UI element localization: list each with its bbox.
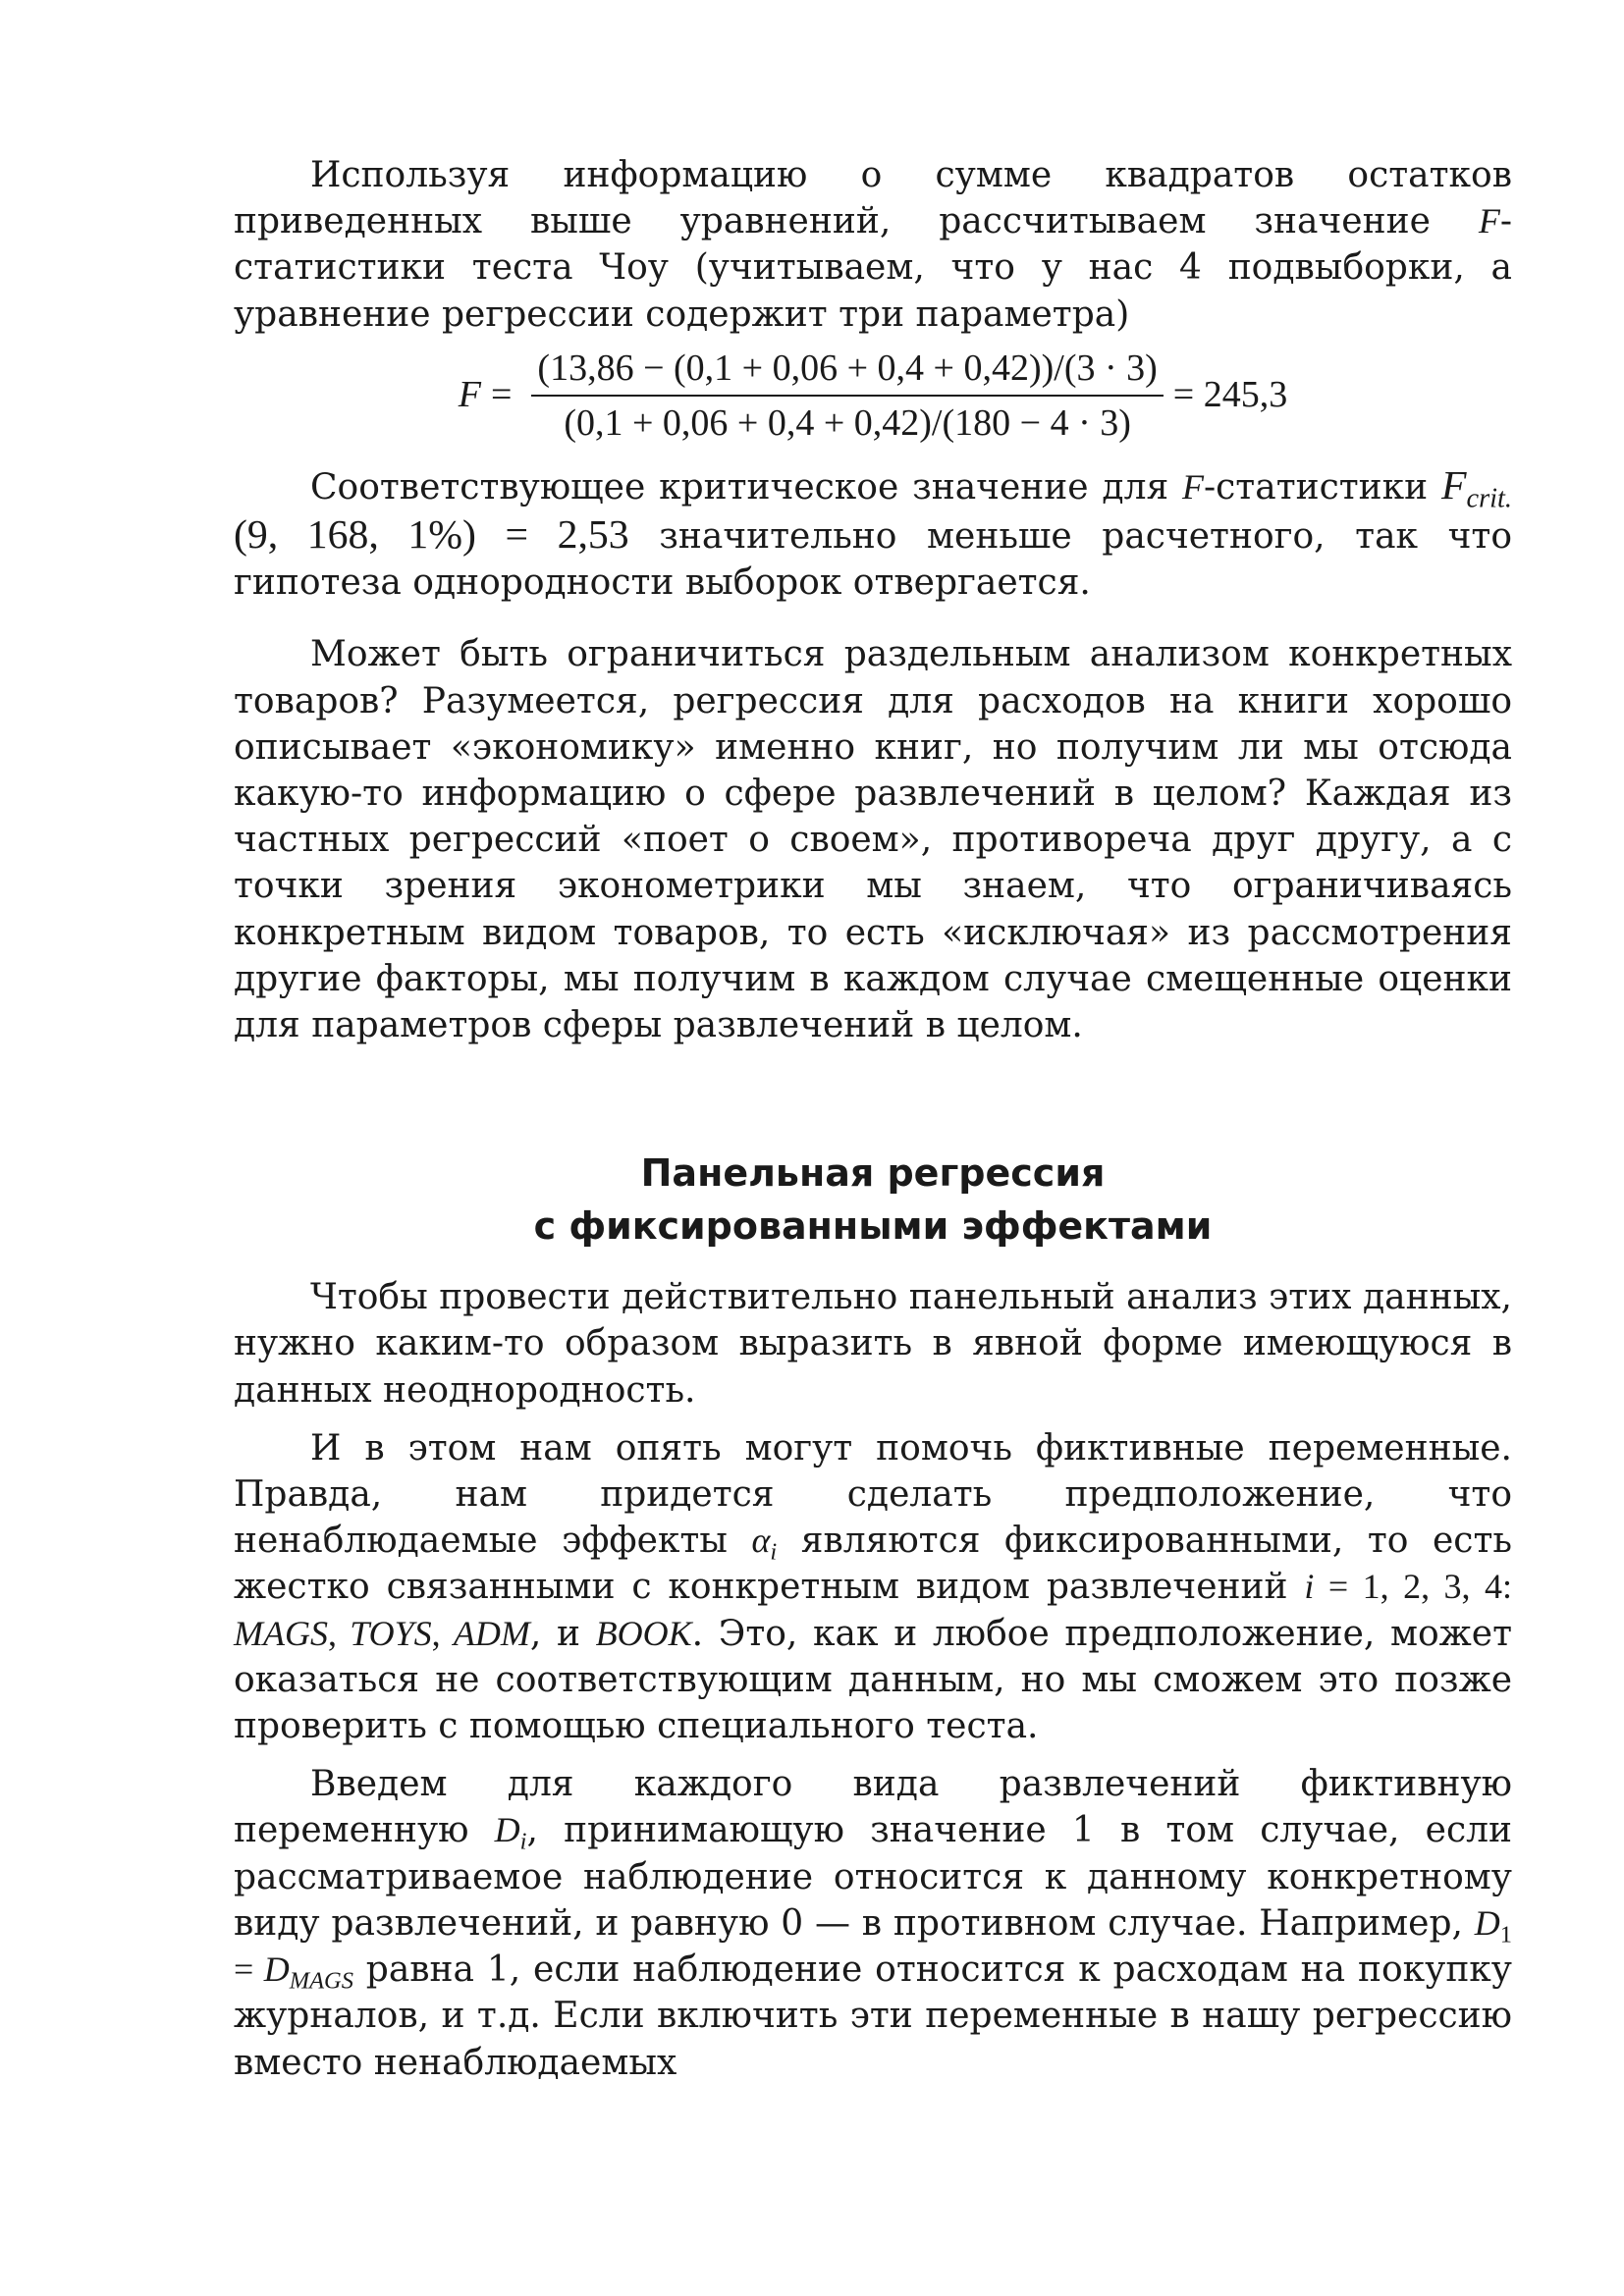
- colon: :: [1501, 1567, 1512, 1607]
- text: значительно меньше расчетного, так что гипотеза однородности выборок отвергается.: [234, 516, 1512, 604]
- var-toys: TOYS: [350, 1613, 432, 1653]
- text: , принимающую значение 1 в том случае, если рассматриваемое наблюдение относится к данному конкретному виду развлечений, и равную 0 — в противном случае. Например,: [234, 1810, 1512, 1944]
- paragraph-dummy-variables: [234, 1425, 1512, 1749]
- section-heading-line1: Панельная регрессия: [640, 1151, 1106, 1196]
- fcrit-subscript: crit.: [1466, 483, 1513, 514]
- alpha-subscript: i: [770, 1538, 778, 1566]
- var-mags: MAGS: [234, 1613, 328, 1653]
- text: -статистики: [1203, 466, 1441, 507]
- var-book: BOOK: [595, 1613, 692, 1653]
- equals: =: [234, 1949, 264, 1990]
- d1-symbol: D: [1474, 1902, 1500, 1943]
- text: Соответствующее критическое значение для: [310, 466, 1182, 507]
- text: Используя информацию о сумме квадратов остатков приведенных выше уравнений, рассчитываем значение: [234, 155, 1512, 242]
- var-adm: ADM: [453, 1613, 530, 1653]
- d-symbol: D: [494, 1810, 520, 1850]
- math-variable: F: [1181, 466, 1204, 507]
- alpha-symbol: α: [751, 1521, 771, 1561]
- dmags-subscript: MAGS: [289, 1967, 353, 1995]
- paragraph-separate-analysis: Может быть ограничиться раздельным анализом конкретных товаров? Разумеется, регрессия для расходов на книги хорошо описывает «экономику» именно книг, но получим ли мы отсюда какую-то информацию о сфере развлечений в целом? Каждая из частных регрессий «поет о своем», противореча друг другу, а с точки зрения эконометрики мы знаем, что ограничиваясь конкретным видом товаров, то есть «исключая» из рассмотрения другие факторы, мы получим в каждом случае смещенные оценки для параметров сферы развлечений в целом.: [234, 634, 1512, 1046]
- paragraph-critical-value: [234, 461, 1512, 607]
- fcrit-value: (9, 168, 1%) = 2,53: [234, 512, 629, 559]
- paragraph-chow-test-intro: [234, 152, 1512, 338]
- f-statistic-formula: [234, 347, 1512, 444]
- text: , и: [529, 1613, 596, 1654]
- d1-subscript: 1: [1499, 1921, 1512, 1949]
- fcrit-symbol: F: [1441, 462, 1467, 508]
- text: являются фиксированными, то есть жестко связанными с конкретным видом развлечений: [234, 1521, 1512, 1608]
- dmags-symbol: D: [263, 1949, 290, 1990]
- formula-equals: =: [490, 374, 513, 416]
- math-variable: F: [1478, 201, 1500, 241]
- text: Введем для каждого вида развлечений фиктивную переменную: [234, 1764, 1512, 1851]
- text: равна 1, если наблюдение относится к расходам на покупку журналов, и т.д. Если включить эти переменные в нашу регрессию вместо ненаблюдаемых: [234, 1949, 1512, 2083]
- formula-numerator: (13,86 − (0,1 + 0,06 + 0,4 + 0,42))/(3 · 3): [531, 347, 1163, 397]
- index-variable: i: [1304, 1567, 1315, 1607]
- text: . Это, как и любое предположение, может оказаться не соответствующим данным, но мы сможем это позже проверить с помощью специального теста.: [234, 1613, 1513, 1747]
- text: -статистики теста Чоу (учитываем, что у нас 4 подвыборки, а уравнение регрессии содержит три параметра): [234, 201, 1512, 335]
- section-spacer: [234, 1048, 1512, 1147]
- formula-result: = 245,3: [1172, 374, 1288, 416]
- separator: ,: [327, 1613, 351, 1653]
- formula-lhs: F: [458, 374, 481, 416]
- index-values: = 1, 2, 3, 4: [1314, 1567, 1502, 1607]
- paragraph-panel-analysis: Чтобы провести действительно панельный анализ этих данных, нужно каким-то образом выразить в явной форме имеющуюся в данных неоднородность.: [234, 1277, 1512, 1411]
- separator: ,: [431, 1613, 454, 1653]
- text: И в этом нам опять могут помочь фиктивные переменные. Правда, нам придется сделать предположение, что ненаблюдаемые эффекты: [234, 1427, 1512, 1562]
- formula-fraction: [531, 347, 1163, 444]
- formula-denominator: (0,1 + 0,06 + 0,4 + 0,42)/(180 − 4 · 3): [564, 401, 1131, 444]
- paragraph-dummy-definition: [234, 1761, 1512, 2085]
- section-heading-line2: с фиксированными эффектами: [533, 1204, 1213, 1249]
- page-content: [234, 152, 1512, 2086]
- d-subscript: i: [519, 1828, 527, 1855]
